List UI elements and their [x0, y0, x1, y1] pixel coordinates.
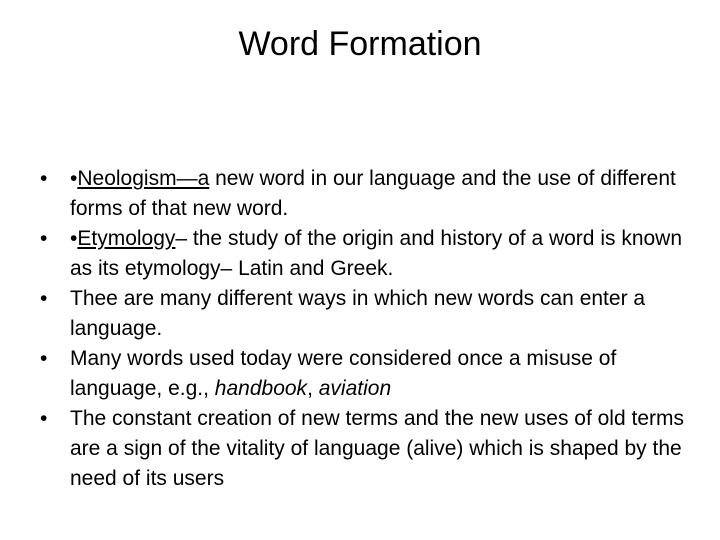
bullet-dot-icon: • [40, 347, 48, 370]
bullet-dot-icon: • [40, 407, 48, 430]
slide-title: Word Formation [238, 25, 482, 63]
term-neologism: Neologism—a [77, 167, 210, 190]
example-aviation: aviation [318, 377, 392, 400]
bullet-item-vitality [0, 404, 720, 494]
bullet-item-etymology [0, 224, 720, 284]
example-handbook: handbook [214, 377, 308, 400]
example-separator: , [307, 377, 319, 400]
bullet-text: Many words used today were considered once a misuse of language, e.g., [70, 347, 617, 400]
bullet-text: Thee are many different ways in which new words can enter a language. [70, 287, 646, 340]
bullet-text: The constant creation of new terms and the new uses of old terms are a sign of the vitality of language (alive) which is shaped by the need of its users [70, 407, 684, 490]
bullet-inline-prefix: • [70, 227, 78, 250]
term-etymology: Etymology [77, 227, 176, 250]
bullet-item-ways [0, 284, 720, 344]
bullet-dot-icon: • [40, 227, 48, 250]
bullet-text: – the study of the origin and history of a word is known as its etymology– Latin and Greek. [70, 227, 683, 280]
bullet-dot-icon: • [40, 167, 48, 190]
bullet-list [0, 164, 720, 494]
bullet-inline-prefix: • [70, 167, 78, 190]
bullet-text: new word in our language and the use of different forms of that new word. [70, 167, 676, 220]
bullet-item-misuse [0, 344, 720, 404]
bullet-dot-icon: • [40, 287, 48, 310]
bullet-item-neologism [0, 164, 720, 224]
